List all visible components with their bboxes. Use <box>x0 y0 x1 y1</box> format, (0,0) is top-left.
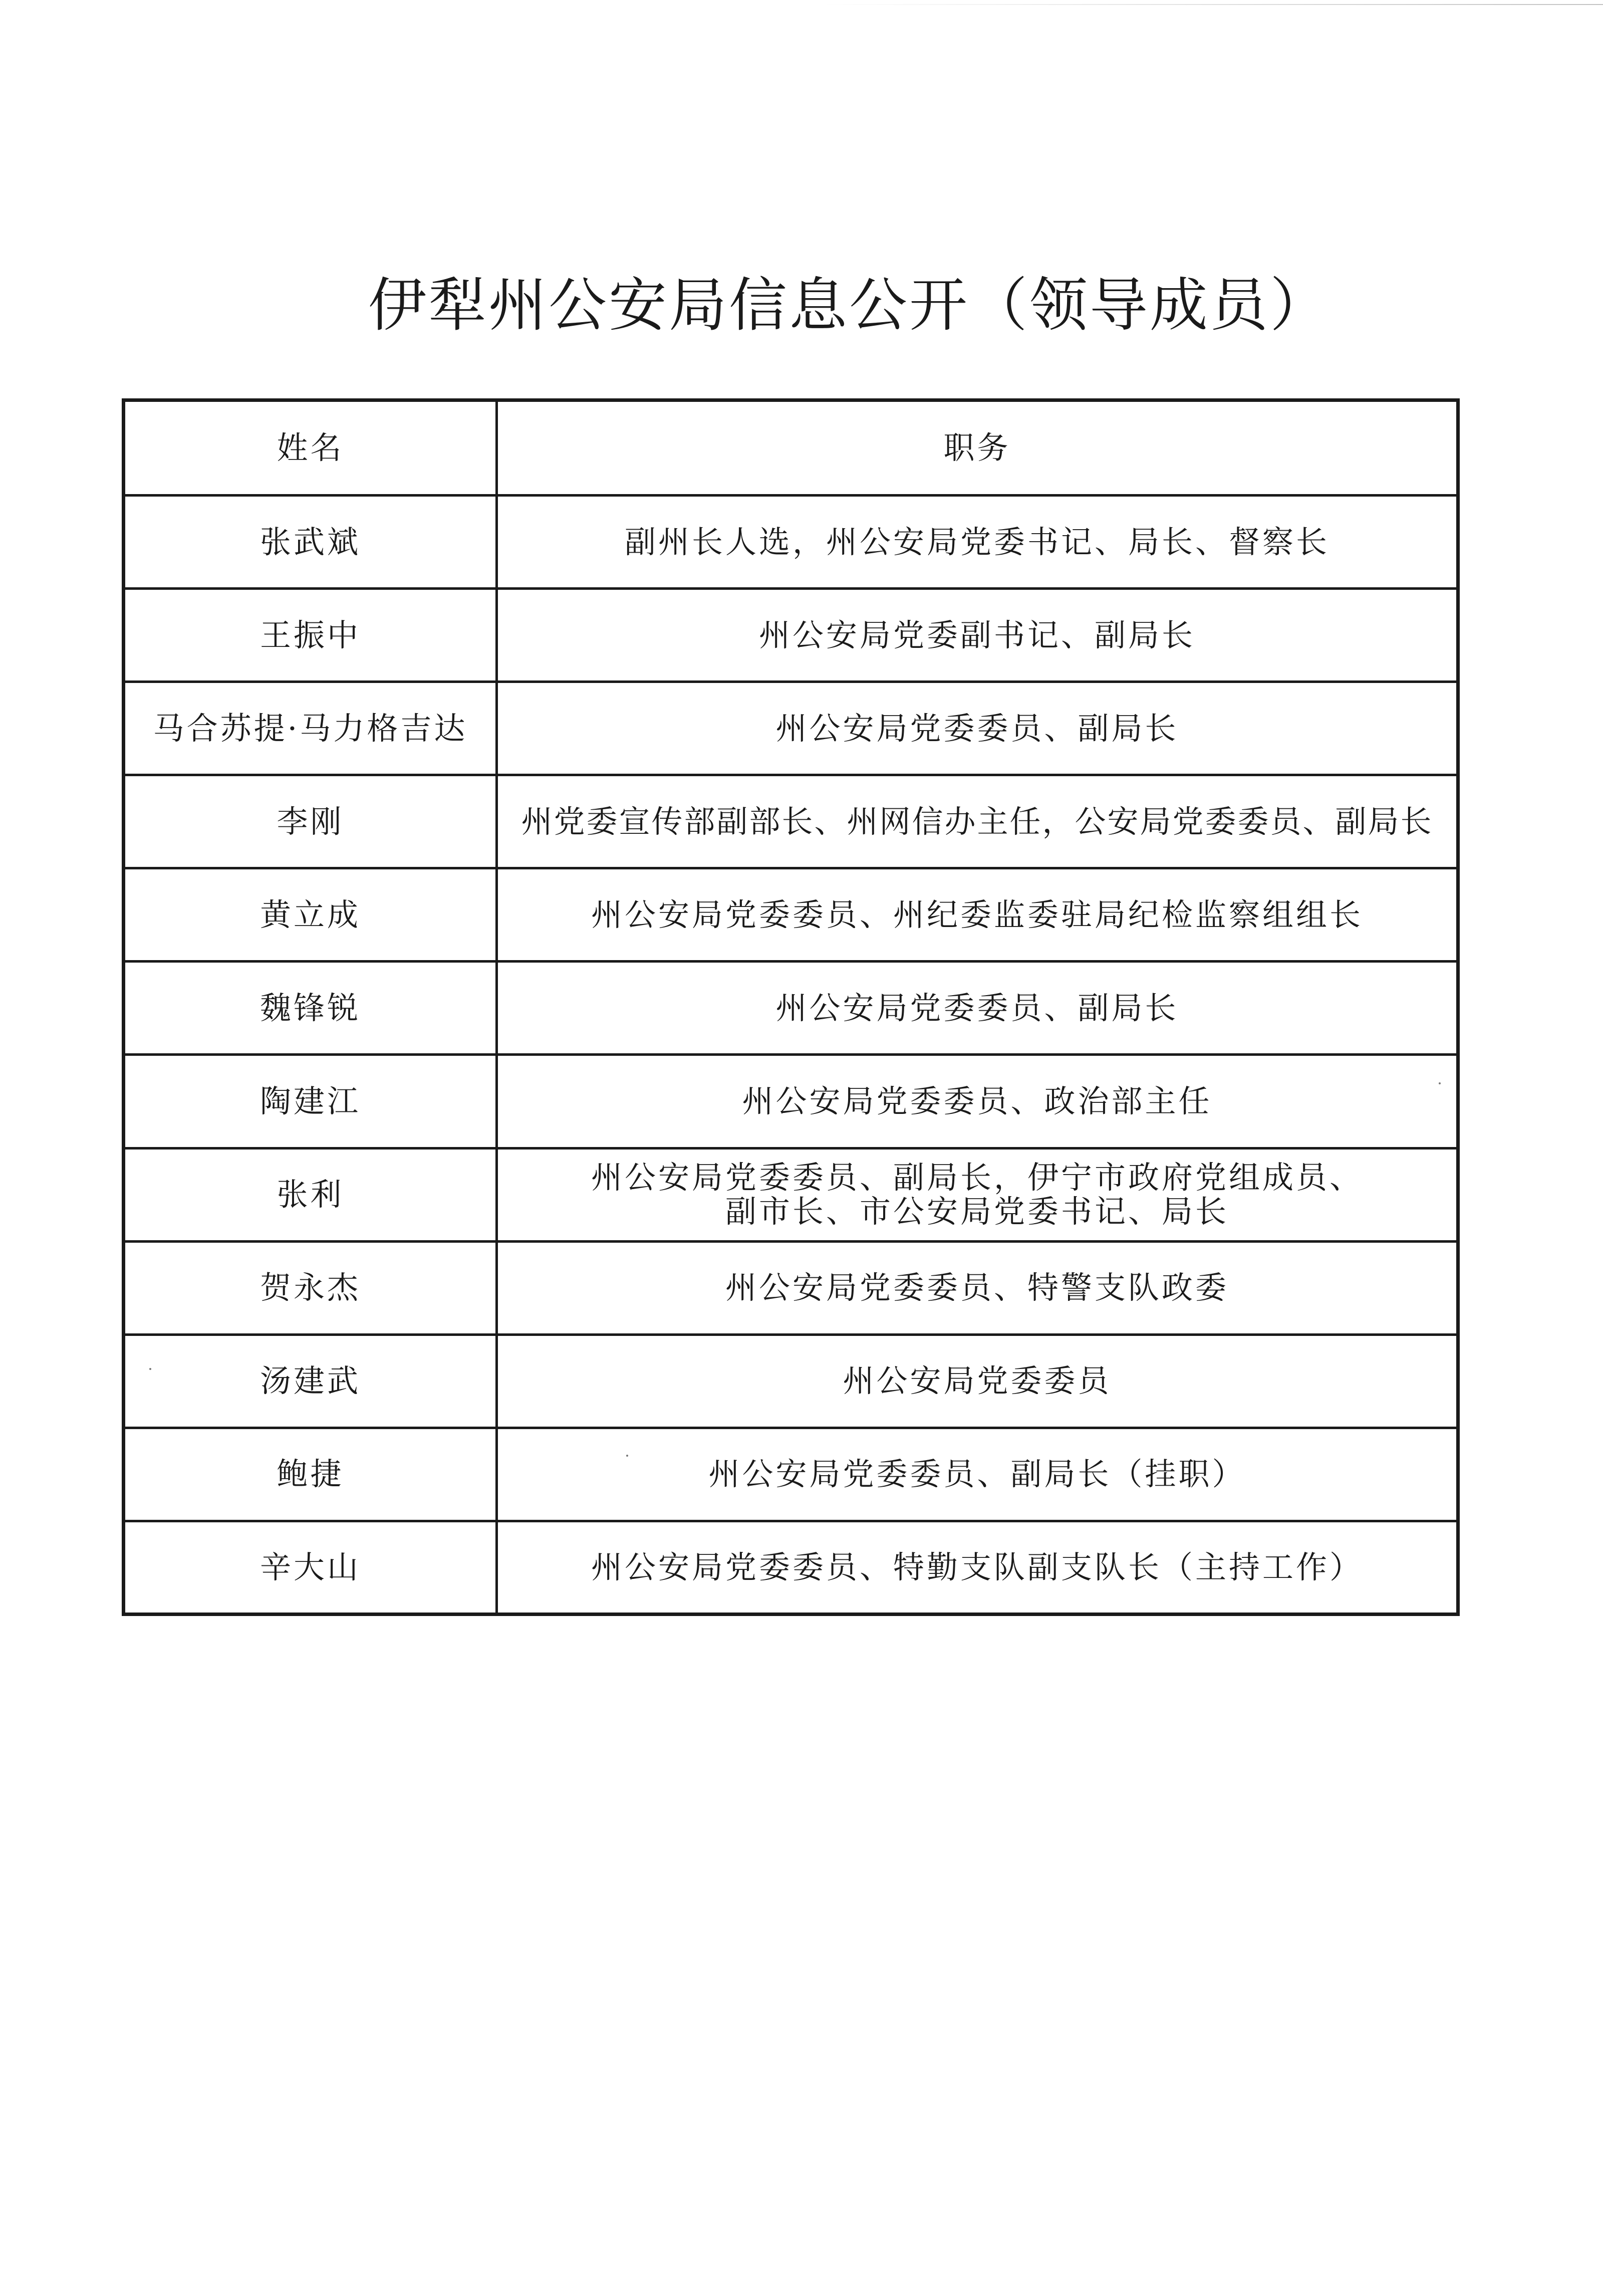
table-body <box>124 496 1458 1615</box>
cell-name: 王振中 <box>124 589 497 682</box>
position-line: 州公安局党委委员、特勤支队副支队长（主持工作） <box>591 1548 1363 1585</box>
cell-name: 陶建江 <box>124 1055 497 1148</box>
table-row <box>124 1428 1458 1521</box>
cell-position <box>497 868 1458 962</box>
table-row <box>124 1521 1458 1614</box>
cell-position <box>497 1334 1458 1428</box>
table-row <box>124 962 1458 1055</box>
table-header-row <box>124 400 1458 496</box>
table-row <box>124 1148 1458 1241</box>
cell-position <box>497 1055 1458 1148</box>
header-name: 姓名 <box>124 400 497 496</box>
position-line: 州公安局党委委员、州纪委监委驻局纪检监察组组长 <box>591 896 1363 933</box>
cell-position <box>497 1428 1458 1521</box>
document-title: 伊犁州公安局信息公开（领导成员） <box>368 272 1330 339</box>
leaders-table-container <box>122 398 1456 1616</box>
cell-name: 鲍捷 <box>124 1428 497 1521</box>
cell-position <box>497 1148 1458 1241</box>
position-line: 副市长、市公安局党委书记、局长 <box>725 1193 1229 1230</box>
table-row <box>124 1334 1458 1428</box>
table-row <box>124 868 1458 962</box>
table-row <box>124 775 1458 868</box>
leaders-table <box>122 398 1460 1616</box>
cell-name: 黄立成 <box>124 868 497 962</box>
table-row <box>124 1055 1458 1148</box>
scan-speck <box>149 1368 151 1370</box>
cell-name: 马合苏提·马力格吉达 <box>124 682 497 775</box>
position-line: 州公安局党委委员、副局长 <box>775 710 1179 747</box>
table-row <box>124 1241 1458 1334</box>
position-line: 州公安局党委副书记、副局长 <box>758 616 1195 653</box>
scan-edge-line <box>822 4 1603 5</box>
cell-position <box>497 1241 1458 1334</box>
table-row <box>124 682 1458 775</box>
cell-position <box>497 962 1458 1055</box>
cell-name: 魏锋锐 <box>124 962 497 1055</box>
position-line: 州公安局党委委员 <box>843 1362 1112 1400</box>
cell-name: 汤建武 <box>124 1334 497 1428</box>
position-line: 副州长人选，州公安局党委书记、局长、督察长 <box>624 523 1329 560</box>
cell-name: 李刚 <box>124 775 497 868</box>
cell-position <box>497 589 1458 682</box>
table-row <box>124 496 1458 589</box>
cell-name: 贺永杰 <box>124 1241 497 1334</box>
cell-position <box>497 775 1458 868</box>
position-line: 州公安局党委委员、特警支队政委 <box>725 1269 1229 1306</box>
position-line: 州公安局党委委员、副局长，伊宁市政府党组成员、 <box>591 1159 1363 1196</box>
cell-name: 张武斌 <box>124 496 497 589</box>
cell-position <box>497 496 1458 589</box>
cell-name: 张利 <box>124 1148 497 1241</box>
position-line: 州党委宣传部副部长、州网信办主任，公安局党委委员、副局长 <box>521 803 1433 840</box>
cell-position <box>497 682 1458 775</box>
scan-speck <box>626 1455 628 1457</box>
position-line: 州公安局党委委员、副局长 <box>775 989 1179 1026</box>
cell-position <box>497 1521 1458 1614</box>
position-line: 州公安局党委委员、政治部主任 <box>742 1083 1212 1119</box>
cell-name: 辛大山 <box>124 1521 497 1614</box>
position-line: 州公安局党委委员、副局长（挂职） <box>708 1456 1246 1493</box>
header-position: 职务 <box>497 400 1458 496</box>
table-row <box>124 589 1458 682</box>
scan-speck <box>1439 1082 1441 1084</box>
